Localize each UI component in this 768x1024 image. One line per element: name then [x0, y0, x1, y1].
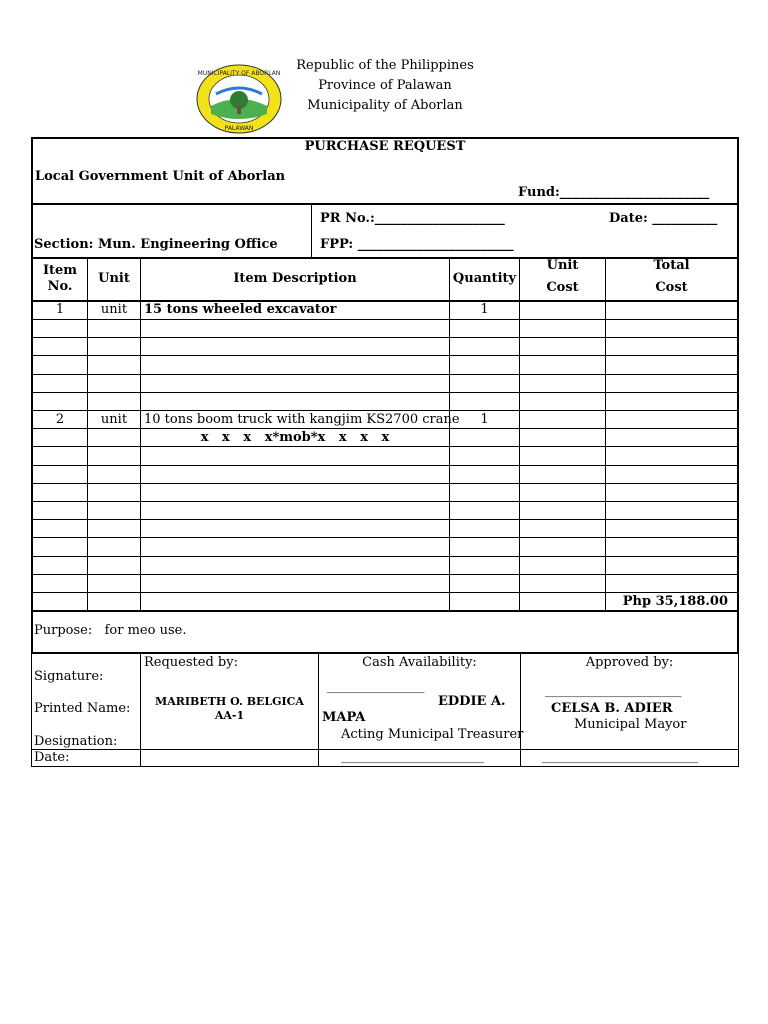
table-row-divider [31, 374, 739, 375]
table-row-divider [31, 537, 739, 538]
table-row-divider [31, 556, 739, 557]
designation-label: Designation: [34, 734, 118, 749]
table-row-divider [31, 483, 739, 484]
header-republic: Republic of the Philippines [296, 58, 474, 73]
row2-quantity: 1 [480, 412, 489, 427]
header-description: Item Description [233, 271, 357, 286]
header-item-no-2: No. [47, 279, 73, 294]
table-row-divider [31, 428, 739, 429]
requested-by-name: MARIBETH O. BELGICA [155, 695, 304, 708]
header-item-no-1: Item [42, 263, 78, 278]
approved-designation: Municipal Mayor [574, 717, 687, 732]
header-unit-cost-2: Cost [546, 280, 579, 295]
table-row-divider [31, 392, 739, 393]
fund-field[interactable]: Fund:_______________________ [518, 185, 710, 200]
signature-label: Signature: [34, 669, 104, 684]
approved-signature-line: _____________________ [545, 683, 682, 698]
section-label: Section: Mun. Engineering Office [34, 237, 278, 252]
row1-item-no: 1 [55, 302, 65, 317]
table-row-divider [31, 337, 739, 338]
row1-description: 15 tons wheeled excavator [144, 302, 337, 317]
date-row-label: Date: [34, 750, 70, 765]
end-of-list-marker: x x x x*mob*x x x x [200, 430, 390, 445]
lgu-label: Local Government Unit of Aborlan [35, 169, 286, 184]
form-title: PURCHASE REQUEST [304, 139, 466, 154]
row2-item-no: 2 [55, 412, 65, 427]
header-unit: Unit [98, 271, 130, 286]
row1-unit: unit [100, 302, 128, 317]
municipal-seal-logo [196, 64, 282, 134]
header-province: Province of Palawan [318, 78, 452, 93]
cash-availability-label: Cash Availability: [362, 655, 477, 670]
table-row-divider [31, 319, 739, 320]
cash-signature-line: _______________ [327, 679, 425, 694]
pr-no-field[interactable]: PR No.:____________________ [320, 211, 505, 226]
table-row-divider [31, 501, 739, 502]
requested-by-designation: AA-1 [214, 709, 245, 722]
seal-bottom-text: PALAWAN [224, 125, 254, 132]
header-quantity: Quantity [452, 271, 517, 286]
approved-date-line: ________________________ [542, 749, 698, 764]
header-unit-cost-1: Unit [546, 258, 579, 273]
cash-date-line: ______________________ [341, 749, 484, 764]
header-municipality: Municipality of Aborlan [307, 98, 463, 113]
approved-by-label: Approved by: [585, 655, 674, 670]
purpose-text: Purpose: for meo use. [34, 623, 187, 638]
header-total-cost-2: Cost [655, 280, 688, 295]
header-total-cost-1: Total [653, 258, 690, 273]
table-row-divider [31, 355, 739, 356]
table-row-divider [31, 574, 739, 575]
grand-total: Php 35,188.00 [622, 594, 728, 609]
date-field[interactable]: Date: __________ [609, 211, 718, 226]
table-row-divider [31, 592, 739, 593]
cash-name-last: MAPA [322, 710, 366, 725]
fpp-field[interactable]: FPP: ________________________ [320, 237, 514, 252]
row2-description: 10 tons boom truck with kangjim KS2700 crane [144, 412, 460, 427]
purchase-request-form [31, 137, 739, 767]
approved-name: CELSA B. ADIER [551, 701, 673, 716]
row2-unit: unit [100, 412, 128, 427]
table-row-divider [31, 446, 739, 447]
table-row-divider [31, 410, 739, 411]
cash-name-first: EDDIE A. [438, 694, 506, 709]
table-row-divider [31, 465, 739, 466]
row1-quantity: 1 [480, 302, 489, 317]
cash-designation: Acting Municipal Treasurer [341, 727, 524, 742]
printed-name-label: Printed Name: [34, 701, 131, 716]
seal-top-text: MUNICIPALITY OF ABORLAN [197, 70, 281, 77]
requested-by-label: Requested by: [144, 655, 238, 670]
table-row-divider [31, 519, 739, 520]
